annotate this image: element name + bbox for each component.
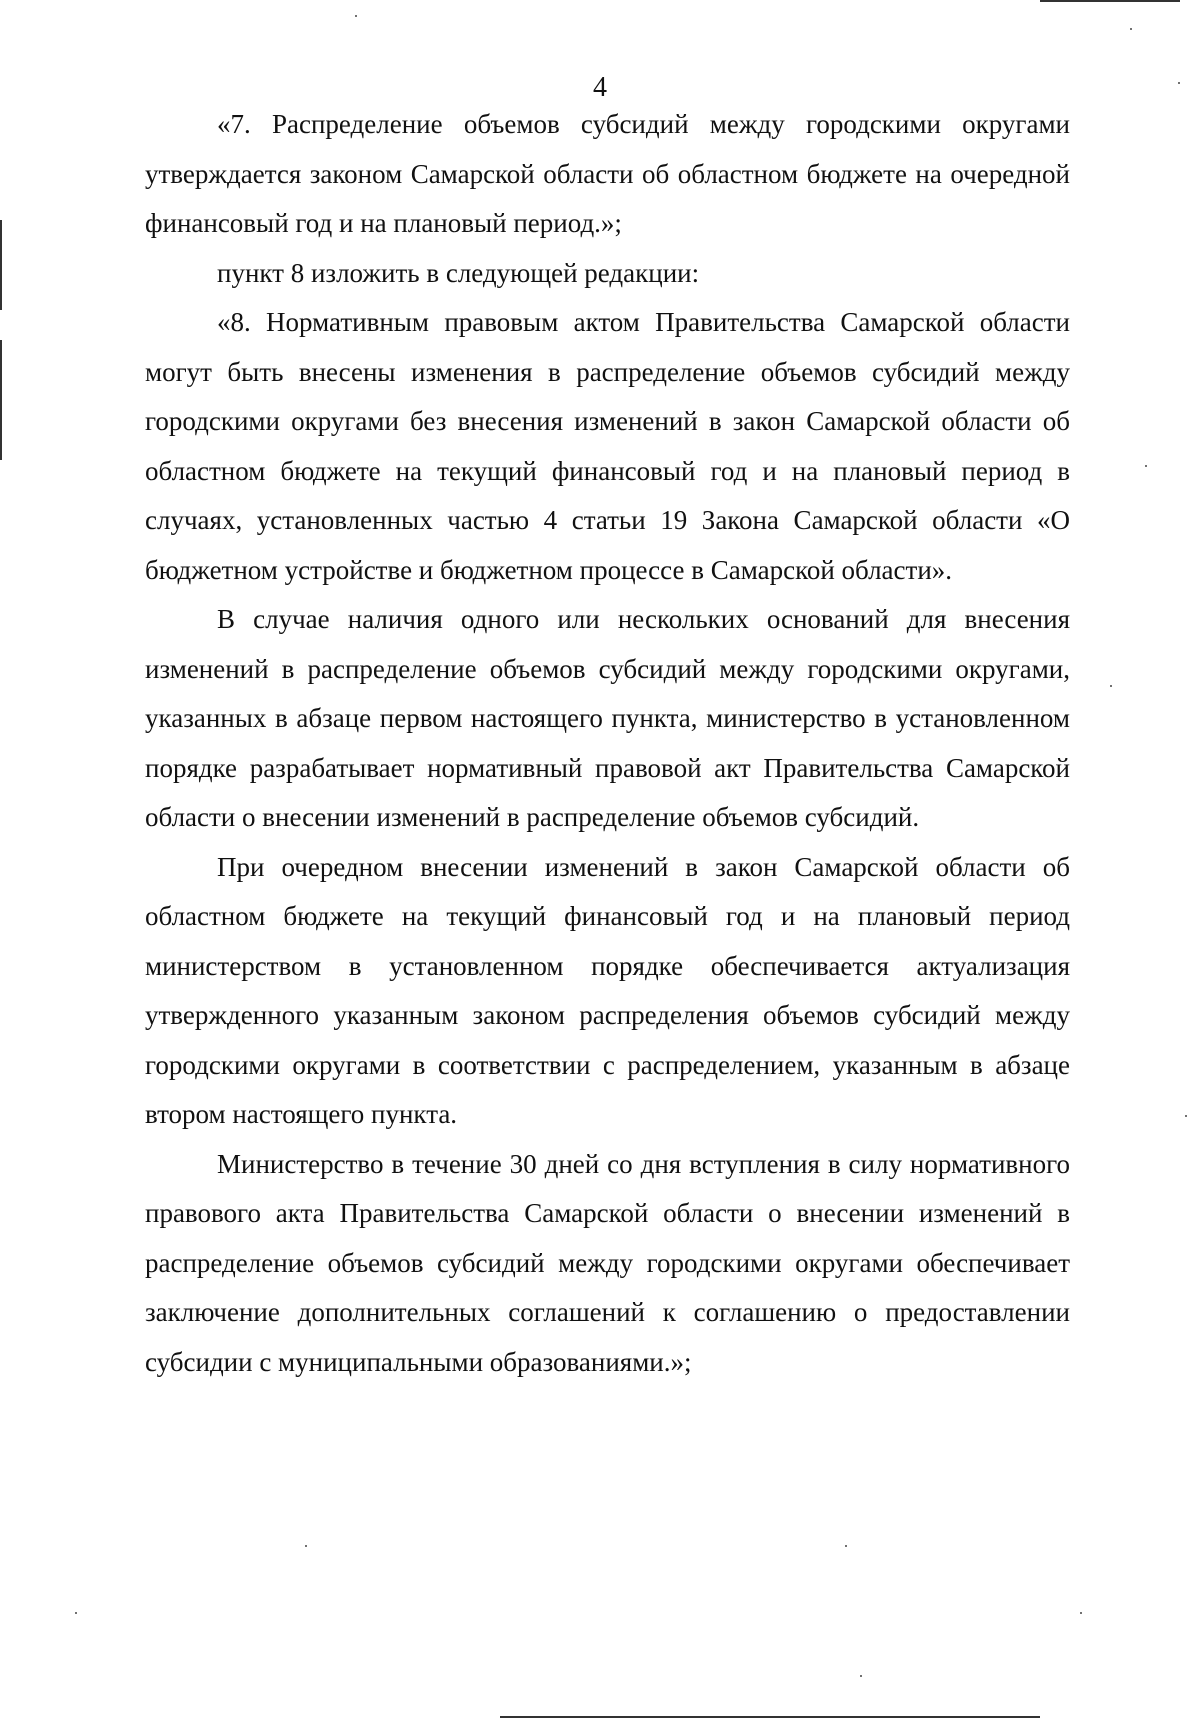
paragraph-grounds-for-changes: В случае наличия одного или нескольких оснований для внесения изменений в распределение объемов субсидий между городскими округами, указанных в абзаце первом настоящего пункта, министерство в установленном порядке разрабатывает нормативный правовой акт Правительства Самарской области о внесении изменений в распределение объемов субсидий. [145, 604, 1070, 832]
scan-edge-line [0, 340, 2, 460]
scan-speck [1145, 465, 1147, 467]
scan-speck [305, 1545, 307, 1547]
scan-speck [75, 1612, 77, 1614]
scan-edge-line [1040, 0, 1180, 2]
scan-speck [845, 1545, 847, 1547]
scan-speck [1110, 685, 1112, 687]
scan-speck [1080, 1612, 1082, 1614]
paragraph-ministry-agreements: Министерство в течение 30 дней со дня вступления в силу нормативного правового акта Правительства Самарской области о внесении изменений в распределение объемов субсидий между городскими округами обеспечивает заключение дополнительных соглашений к соглашению о предоставлении субсидии с муниципальными образованиями.»; [145, 1148, 1070, 1377]
scan-edge-line [0, 220, 2, 310]
scan-speck [860, 1675, 862, 1677]
scan-edge-line [500, 1716, 1040, 1718]
paragraph-item-8: «8. Нормативным правовым актом Правительства Самарской области могут быть внесены изменения в распределение объемов субсидий между городскими округами без внесения изменений в закон Самарской области об областном бюджете на текущий финансовый год и на плановый период в случаях, установленных частью 4 статьи 19 Закона Самарской области «О бюджетном устройстве и бюджетном процессе в Самарской области». [145, 307, 1070, 585]
document-body [145, 100, 1070, 1387]
scan-speck [1130, 28, 1132, 30]
page-number: 4 [593, 72, 607, 103]
paragraph-amendment-instruction: пункт 8 изложить в следующей редакции: [217, 257, 700, 288]
paragraph-item-7: «7. Распределение объемов субсидий между городскими округами утверждается законом Самарской области об областном бюджете на очередной финансовый год и на плановый период.»; [145, 109, 1070, 238]
paragraph-budget-update: При очередном внесении изменений в закон Самарской области об областном бюджете на текущий финансовый год и на плановый период министерством в установленном порядке обеспечивается актуализация утвержденного указанным законом распределения объемов субсидий между городскими округами в соответствии с распределением, указанным в абзаце втором настоящего пункта. [145, 851, 1070, 1129]
scan-speck [1185, 1115, 1187, 1117]
scan-speck [355, 15, 357, 17]
